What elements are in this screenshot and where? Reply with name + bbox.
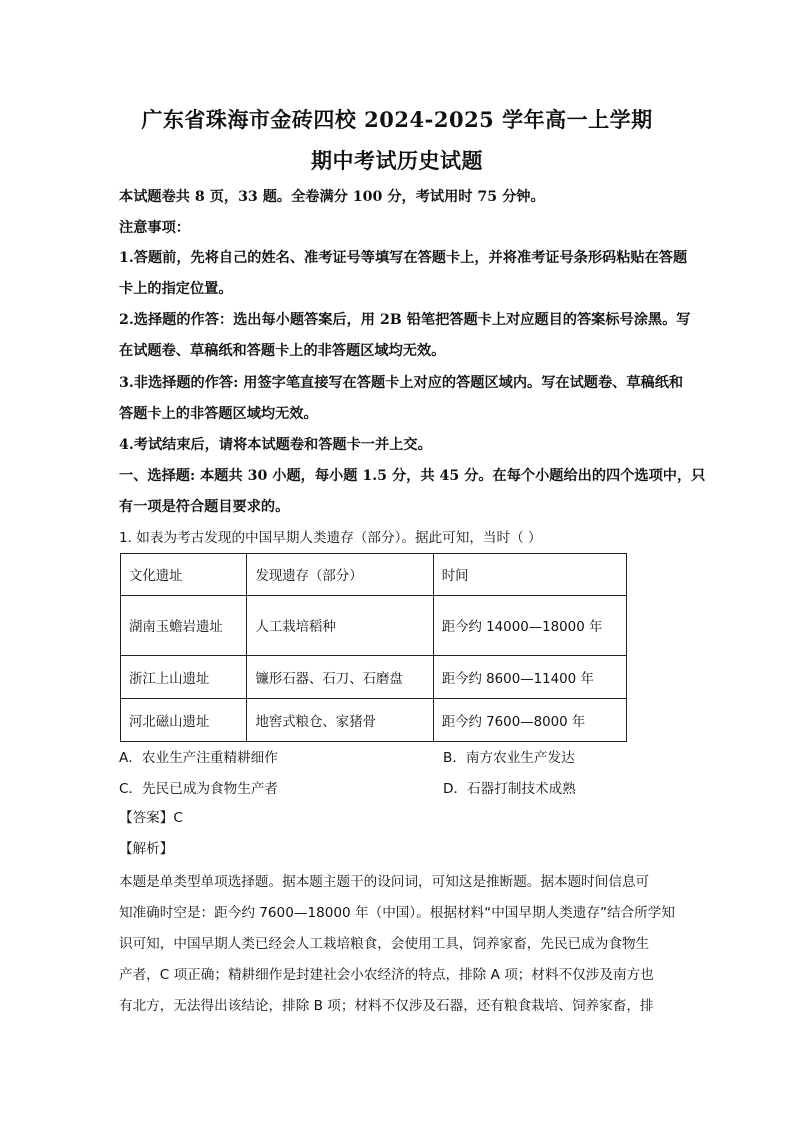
analysis-heading: 【解析】 bbox=[119, 841, 174, 857]
analysis-line: 识可知，中国早期人类已经会人工栽培粮食，会使用工具，饲养家畜，先民已成为食物生 bbox=[119, 936, 650, 952]
table-row bbox=[121, 596, 627, 656]
table-cell: 距今约 8600—11400 年 bbox=[433, 656, 626, 699]
notice-line: 卡上的指定位置。 bbox=[119, 281, 233, 297]
table-header-row bbox=[121, 554, 627, 596]
option-d: D．石器打制技术成熟 bbox=[443, 781, 576, 797]
answer-label: 【答案】C bbox=[119, 810, 183, 826]
option-c: C．先民已成为食物生产者 bbox=[119, 781, 279, 797]
notice-line: 3.非选择题的作答: 用签字笔直接写在答题卡上对应的答题区域内。写在试题卷、草稿纸和 bbox=[119, 375, 684, 391]
table-header-cell: 时间 bbox=[433, 554, 626, 596]
table-cell: 镰形石器、石刀、石磨盘 bbox=[247, 656, 433, 699]
notice-heading: 注意事项： bbox=[119, 220, 190, 236]
analysis-line: 本题是单类型单项选择题。据本题主题干的设问词，可知这是推断题。据本题时间信息可 bbox=[119, 874, 650, 890]
section-heading-line: 有一项是符合题目要求的。 bbox=[119, 499, 290, 515]
table-cell: 距今约 7600—8000 年 bbox=[433, 699, 626, 742]
table-header-cell: 文化遗址 bbox=[121, 554, 247, 596]
section-heading-line: 一、选择题: 本题共 30 小题，每小题 1.5 分，共 45 分。在每个小题给出的四个选项中，只 bbox=[119, 468, 706, 484]
notice-line: 在试题卷、草稿纸和答题卡上的非答题区域均无效。 bbox=[119, 343, 446, 359]
relics-table bbox=[120, 553, 627, 742]
table-cell: 距今约 14000—18000 年 bbox=[433, 596, 626, 656]
table-cell: 人工栽培稻种 bbox=[247, 596, 433, 656]
title-line-2: 期中考试历史试题 bbox=[311, 148, 483, 173]
option-a: A．农业生产注重精耕细作 bbox=[119, 750, 278, 766]
table-cell: 河北磁山遗址 bbox=[121, 699, 247, 742]
title-line-1: 广东省珠海市金砖四校 2024-2025 学年高一上学期 bbox=[141, 107, 653, 132]
table-row bbox=[121, 699, 627, 742]
table-cell: 湖南玉蟾岩遗址 bbox=[121, 596, 247, 656]
notice-line: 答题卡上的非答题区域均无效。 bbox=[119, 406, 318, 422]
notice-line: 2.选择题的作答：选出每小题答案后，用 2B 铅笔把答题卡上对应题目的答案标号涂黑。写 bbox=[119, 312, 691, 328]
question-1-stem: 1. 如表为考古发现的中国早期人类遗存（部分）。据此可知，当时（ ） bbox=[119, 530, 542, 546]
analysis-line: 有北方，无法得出该结论，排除 B 项；材料不仅涉及石器，还有粮食栽培、饲养家畜，排 bbox=[119, 998, 654, 1014]
analysis-line: 产者，C 项正确；精耕细作是封建社会小农经济的特点，排除 A 项；材料不仅涉及南方也 bbox=[119, 967, 654, 983]
table-cell: 地窖式粮仓、家猪骨 bbox=[247, 699, 433, 742]
table-header-cell: 发现遗存（部分） bbox=[247, 554, 433, 596]
notice-line: 4.考试结束后，请将本试题卷和答题卡一并上交。 bbox=[119, 437, 432, 453]
analysis-line: 知准确时空是：距今约 7600—18000 年（中国）。根据材料“中国早期人类遗存”结合所学知 bbox=[119, 905, 675, 921]
exam-intro: 本试题卷共 8 页，33 题。全卷满分 100 分，考试用时 75 分钟。 bbox=[119, 189, 545, 205]
option-b: B．南方农业生产发达 bbox=[443, 750, 575, 766]
table-cell: 浙江上山遗址 bbox=[121, 656, 247, 699]
notice-line: 1.答题前，先将自己的姓名、准考证号等填写在答题卡上，并将准考证号条形码粘贴在答题 bbox=[119, 250, 688, 266]
table-row bbox=[121, 656, 627, 699]
